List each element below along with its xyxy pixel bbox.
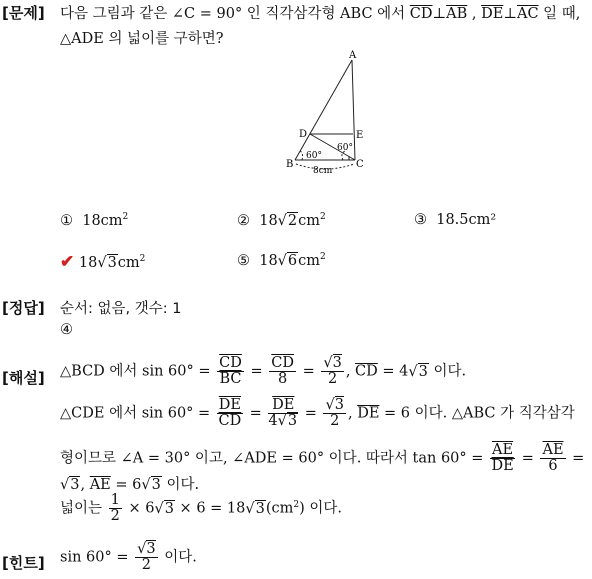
sol3-frac-1: $\frac{\overline{AE}}{DE}$ xyxy=(491,442,514,475)
hint-tag: [힌트] xyxy=(2,554,45,572)
sol1-frac-3: $\frac{√3}{2}$ xyxy=(323,355,342,388)
answer-line-1: 순서: 없음, 갯수: 1 xyxy=(60,301,182,317)
angle-c-label: 60° xyxy=(337,143,353,153)
hint-line xyxy=(60,542,197,573)
sol5-frac: $\frac{1}{2}$ xyxy=(110,492,120,525)
label-c: C xyxy=(356,159,364,170)
solution-line-1: △BCD 에서 sin 60° = $\frac{\overline{CD}}{BC}$ = $\frac{\overline{CD}}{8}$ = $\frac{√3}{2}$ , $\overline{CD} = 4√3$ 이다. xyxy=(60,355,467,388)
solution-line-5: 넓이는 $\frac{1}{2}$ × $6√3 \times 6 = 18√3(cm^2)$ 이다. xyxy=(60,492,343,525)
choice-2-mark: ② xyxy=(237,212,250,229)
choice-5-text: $18√6cm^2$ xyxy=(259,252,326,269)
hint-frac: $\frac{√3}{2}$ xyxy=(137,541,156,574)
choice-3[interactable] xyxy=(414,212,496,228)
sol5-text-a: 넓이는 xyxy=(60,500,103,517)
choice-1-text: $18cm^2$ xyxy=(82,212,129,229)
sol3-frac-2: $\frac{\overline{AE}}{6}$ xyxy=(542,442,564,475)
sol2-text-a: △CDE 에서 sin 60° = xyxy=(60,405,211,422)
solution-line-4: √3, $\overline{AE} = 6√3$ 이다. xyxy=(60,477,200,493)
choice-1-mark: ① xyxy=(60,212,73,229)
sol1-frac-1: $\frac{\overline{CD}}{BC}$ xyxy=(219,355,242,388)
choice-4[interactable] xyxy=(60,252,145,272)
label-a: A xyxy=(349,50,357,61)
sol1-text-a: △BCD 에서 sin 60° = xyxy=(60,363,211,380)
hint-text-b: 이다. xyxy=(164,549,197,566)
choice-3-mark: ③ xyxy=(414,212,427,228)
choice-1[interactable] xyxy=(60,212,128,229)
solution-line-2: △CDE 에서 sin 60° = $\frac{\overline{DE}}{CD}$ = $\frac{\overline{DE}}{4√3}$ = $\frac{√3}{2}$ , $\overline{DE} = 6$ 이다. △ABC 가 직각삼각 xyxy=(60,397,575,430)
sol1-frac-2: $\frac{\overline{CD}}{8}$ xyxy=(271,355,294,388)
choice-5-mark: ⑤ xyxy=(237,252,250,269)
sol2-frac-2: $\frac{\overline{DE}}{4√3}$ xyxy=(268,397,298,430)
bc-length-label: 8cm xyxy=(313,166,333,176)
problem-text-1: 다음 그림과 같은 ∠C = 90° 인 직각삼각형 ABC 에서 $\overline{CD}\perp\overline{AB}$ , $\overline{DE}\perp\overline{AC}$ 일 때, xyxy=(60,6,581,22)
solution-tag: [해설] xyxy=(2,369,45,387)
choice-2-text: $18√2cm^2$ xyxy=(259,212,326,229)
solution-line-3: 형이므로 ∠A = 30° 이고, ∠ADE = 60° 이다. 따라서 tan 60° = $\frac{\overline{AE}}{DE}$ = $\frac{\overline{AE}}{6}$ = xyxy=(60,442,585,475)
answer-line-2: ④ xyxy=(60,322,73,338)
problem-tag: [문제] xyxy=(2,4,45,22)
selected-check-icon: ✔ xyxy=(60,252,75,272)
angle-b-label: 60° xyxy=(306,151,322,161)
problem-line-2: △ADE 의 넓이를 구하면? xyxy=(60,31,224,47)
choice-2[interactable] xyxy=(237,212,326,229)
choice-4-text: $18√3cm^2$ xyxy=(78,254,146,271)
label-b: B xyxy=(286,159,294,170)
label-e: E xyxy=(356,130,364,141)
sol3-text-a: 형이므로 ∠A = 30° 이고, ∠ADE = 60° 이다. 따라서 tan 60° = xyxy=(60,450,484,467)
hint-text-a: sin 60° = xyxy=(60,549,129,566)
answer-tag: [정답] xyxy=(2,299,45,317)
label-d: D xyxy=(299,129,308,140)
sol2-frac-1: $\frac{\overline{DE}}{CD}$ xyxy=(218,397,242,430)
sol2-frac-3: $\frac{√3}{2}$ xyxy=(325,397,344,430)
choice-5[interactable] xyxy=(237,252,326,269)
choice-3-text: 18.5cm² xyxy=(436,212,497,228)
